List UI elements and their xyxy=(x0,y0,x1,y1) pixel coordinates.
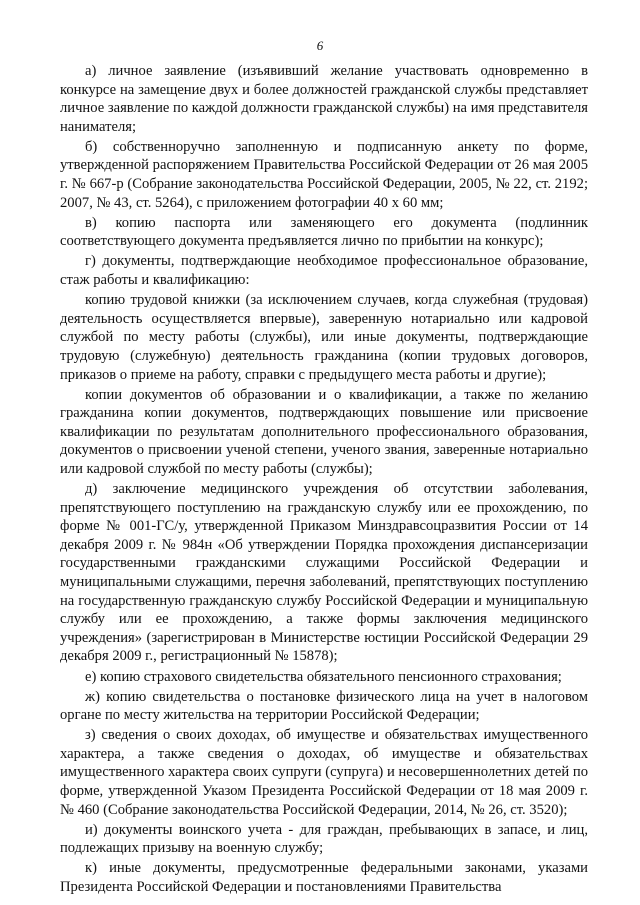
paragraph-k: к) иные документы, предусмотренные федеральными законами, указами Президента Российской Федерации и постановлениями Правительства xyxy=(60,860,588,896)
paragraph-z: з) сведения о своих доходах, об имуществе и обязательствах имущественного характера, а также сведения о доходах, об имуществе и обязательствах имущественного характера своих супруги (супруга) и несовершеннолетних детей по форме, утвержденной Указом Президента Российской Федерации от 18 мая 2009 г. № 460 (Собрание законодательства Российской Федерации, 2014, № 26, ст. 3520); xyxy=(60,727,588,818)
document-body xyxy=(60,62,588,897)
page-number: 6 xyxy=(316,38,324,53)
paragraph-g-labor-book: копию трудовой книжки (за исключением случаев, когда служебная (трудовая) деятельность осуществляется впервые), заверенную нотариально или кадровой службой по месту работы (службы), или иные документы, подтверждающие трудовую (служебную) деятельность гражданина (копии трудовых договоров, приказов о приеме на работу, справки с предыдущего места работы и другие); xyxy=(60,292,588,383)
paragraph-a: а) личное заявление (изъявивший желание участвовать одновременно в конкурсе на замещение двух и более должностей гражданской службы представляет личное заявление по каждой должности гражданской службы) на имя представителя нанимателя; xyxy=(60,63,588,135)
paragraph-i: и) документы воинского учета - для граждан, пребывающих в запасе, и лиц, подлежащих призыву на военную службу; xyxy=(60,821,588,857)
paragraph-d: д) заключение медицинского учреждения об отсутствии заболевания, препятствующего поступлению на гражданскую службу или ее прохождению, по форме № 001-ГС/у, утвержденной Приказом Минздравсоцразвития России от 14 декабря 2009 г. № 984н «Об утверждении Порядка прохождения диспансеризации государственными гражданскими служащими Российской Федерации и муниципальными служащими, перечня заболеваний, препятствующих поступлению на государственную гражданскую службу Российской Федерации и муниципальную службу или ее прохождению, а также формы заключения медицинского учреждения» (зарегистрирован в Министерстве юстиции Российской Федерации 29 декабря 2009 г., регистрационный № 15878); xyxy=(60,481,588,665)
paragraph-g-education: копии документов об образовании и о квалификации, а также по желанию гражданина копии документов, подтверждающих повышение или присвоение квалификации по результатам дополнительного профессионального образования, документов о присвоении ученой степени, ученого звания, заверенные нотариально или кадровой службой по месту работы (службы); xyxy=(60,386,588,477)
paragraph-zh: ж) копию свидетельства о постановке физического лица на учет в налоговом органе по месту жительства на территории Российской Федерации; xyxy=(60,688,588,724)
paragraph-v: в) копию паспорта или заменяющего его документа (подлинник соответствующего документа предъявляется лично по прибытии на конкурс); xyxy=(60,214,588,250)
paragraph-e: е) копию страхового свидетельства обязательного пенсионного страхования; xyxy=(85,668,562,685)
paragraph-b: б) собственноручно заполненную и подписанную анкету по форме, утвержденной распоряжением Правительства Российской Федерации от 26 мая 2005 г. № 667-р (Собрание законодательства Российской Федерации, 2005, № 22, ст. 2192; 2007, № 43, ст. 5264), с приложением фотографии 40 х 60 мм; xyxy=(60,138,588,211)
paragraph-g: г) документы, подтверждающие необходимое профессиональное образование, стаж работы и квалификацию: xyxy=(60,253,588,289)
